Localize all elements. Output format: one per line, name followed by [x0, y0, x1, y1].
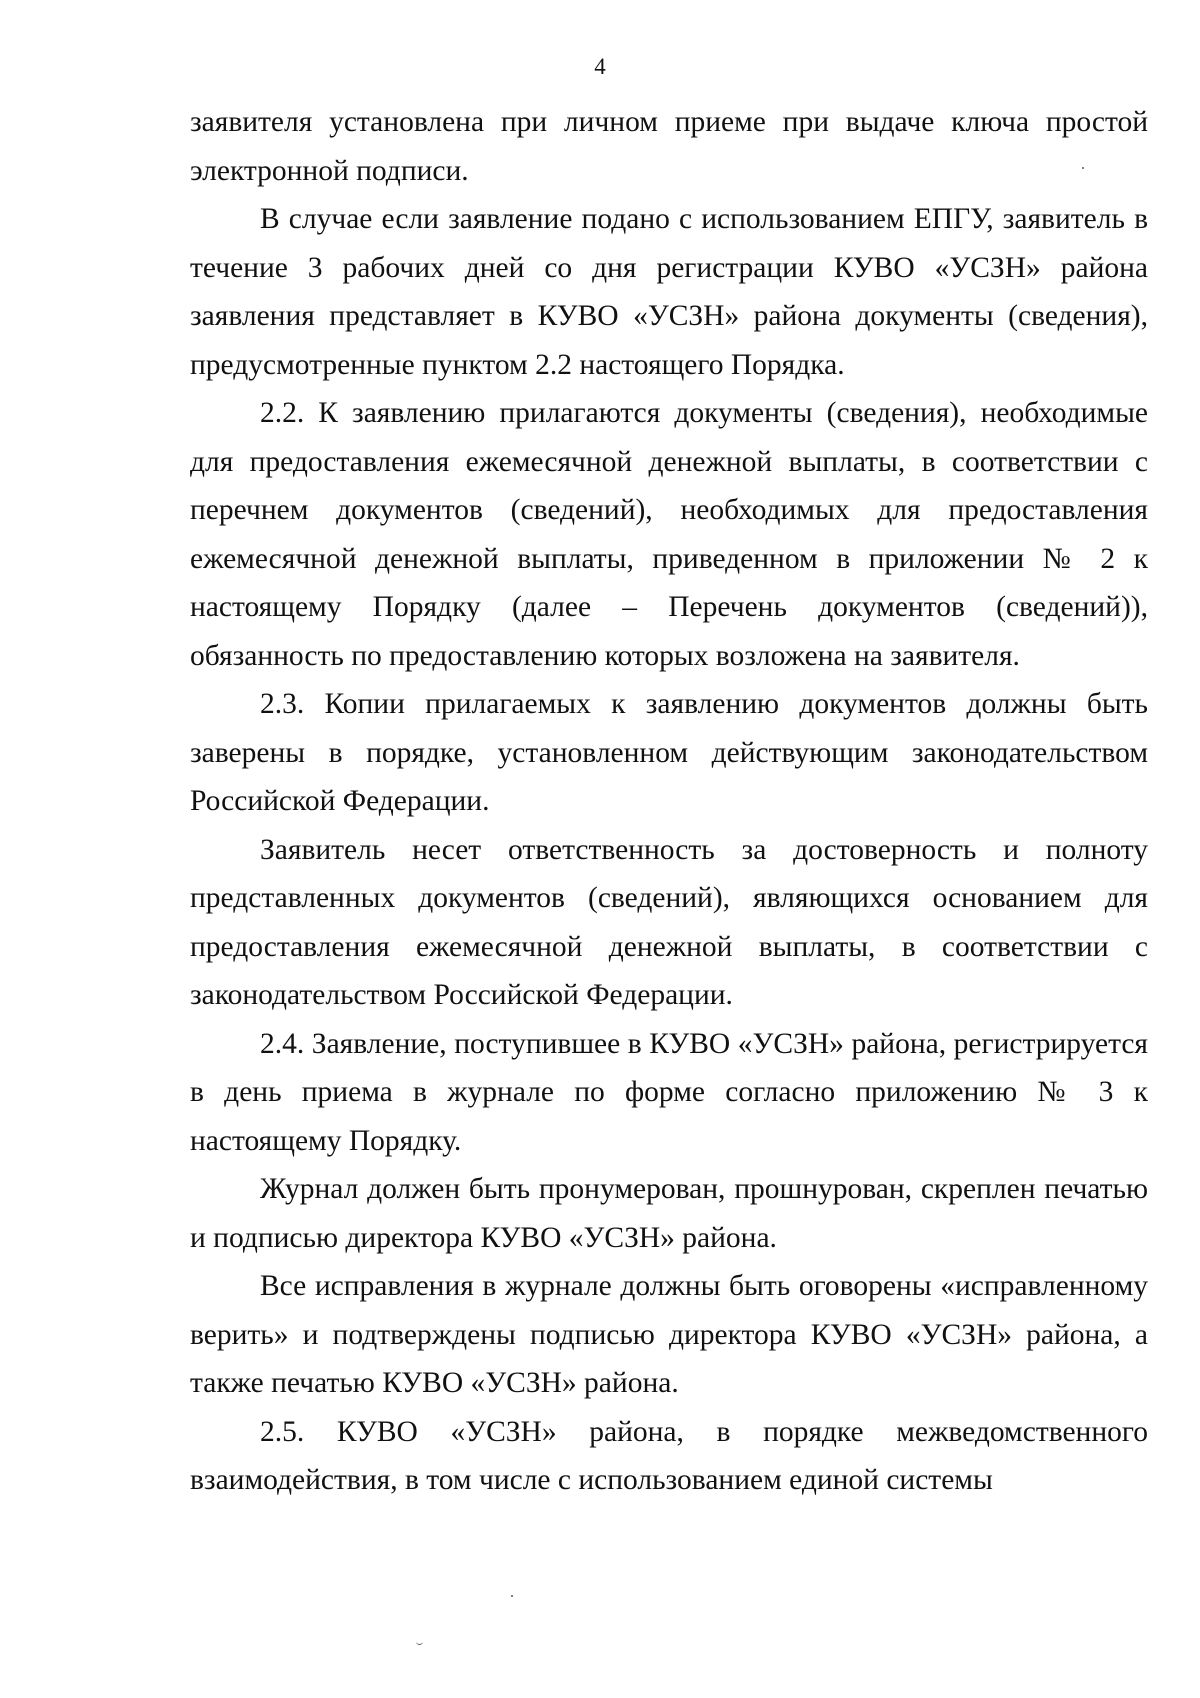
- scan-speck: [1082, 167, 1084, 169]
- paragraph-2-4-registration: 2.4. Заявление, поступившее в КУВО «УСЗН» района, регистрируется в день приема в журнале по форме согласно приложению № 3 к настоящему Порядку.: [190, 1027, 1148, 1157]
- paragraph-epgu-submission: В случае если заявление подано с использованием ЕПГУ, заявитель в течение 3 рабочих дней со дня регистрации КУВО «УСЗН» района заявления представляет в КУВО «УСЗН» района документы (сведения), предусмотренные пунктом 2.2 настоящего Порядка.: [190, 203, 1148, 381]
- paragraph-journal-requirements: Журнал должен быть пронумерован, прошнурован, скреплен печатью и подписью директора КУВО «УСЗН» района.: [190, 1173, 1148, 1254]
- paragraph-continuation: заявителя установлена при личном приеме при выдаче ключа простой электронной подписи.: [190, 106, 1148, 187]
- scan-speck: [511, 1595, 513, 1597]
- paragraph-2-2-attached-documents: 2.2. К заявлению прилагаются документы (сведения), необходимые для предоставления ежемесячной денежной выплаты, в соответствии с перечнем документов (сведений), необходимых для предоставления ежемесячной денежной выплаты, приведенном в приложении № 2 к настоящему Порядку (далее – Перечень документов (сведений)), обязанность по предоставлению которых возложена на заявителя.: [190, 397, 1148, 672]
- paragraph-journal-corrections: Все исправления в журнале должны быть оговорены «исправленному верить» и подтверждены подписью директора КУВО «УСЗН» района, а также печатью КУВО «УСЗН» района.: [190, 1270, 1148, 1399]
- page-number: 4: [594, 54, 606, 79]
- scan-mark: [416, 1640, 423, 1645]
- paragraph-applicant-responsibility: Заявитель несет ответственность за достоверность и полноту представленных документов (сведений), являющихся основанием для предоставления ежемесячной денежной выплаты, в соответствии с законодательством Российской Федерации.: [190, 833, 1148, 1011]
- paragraph-2-5-interagency: 2.5. КУВО «УСЗН» района, в порядке межведомственного взаимодействия, в том числе с использованием единой системы: [190, 1415, 1148, 1496]
- document-body: [190, 98, 1148, 1505]
- paragraph-2-3-copies-certified: 2.3. Копии прилагаемых к заявлению документов должны быть заверены в порядке, установленном действующим законодательством Российской Федерации.: [190, 688, 1148, 817]
